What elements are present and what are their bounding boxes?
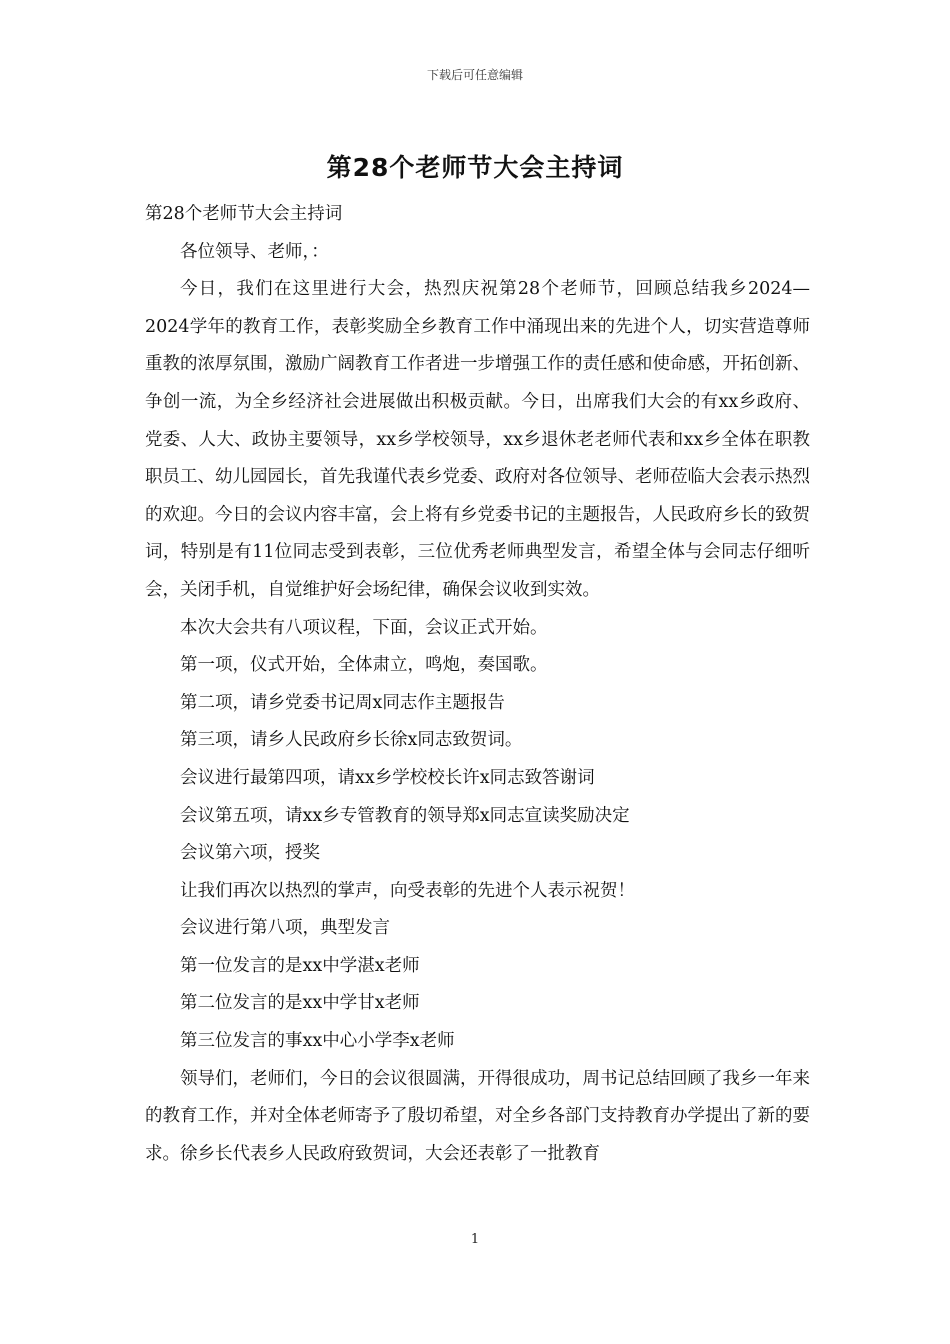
body-paragraph-subtitle: 第28个老师节大会主持词	[145, 204, 343, 224]
header-note: 下载后可任意编辑	[426, 68, 523, 82]
body-paragraph-applause: 让我们再次以热烈的掌声，向受表彰的先进个人表示祝贺！	[180, 880, 635, 901]
body-paragraph-item-3: 第三项，请乡人民政府乡长徐x同志致贺词。	[180, 730, 523, 751]
body-paragraph-item-8: 会议进行第八项，典型发言	[180, 918, 390, 939]
body-paragraph-agenda-intro: 本次大会共有八项议程，下面，会议正式开始。	[180, 617, 548, 638]
body-paragraph-speaker-1: 第一位发言的是xx中学湛x老师	[180, 955, 420, 976]
body-paragraph-item-4: 会议进行最第四项，请xx乡学校校长许x同志致答谢词	[180, 767, 595, 788]
body-paragraph-salutation: 各位领导、老师，：	[180, 241, 329, 262]
body-paragraph-speaker-2: 第二位发言的是xx中学甘x老师	[180, 993, 420, 1014]
body-paragraph-item-1: 第一项，仪式开始，全体肃立，鸣炮，奏国歌。	[180, 655, 548, 676]
body-paragraph-closing: 领导们，老师们，今日的会议很圆满，开得很成功，周书记总结回顾了我乡一年来的教育工作，并对全体老师寄予了殷切希望，对全乡各部门支持教育办学提出了新的要求。徐乡长代表乡人民政府致贺词，大会还表彰了一批教育	[145, 1068, 810, 1164]
body-paragraph-item-6: 会议第六项，授奖	[180, 843, 320, 864]
body-paragraph-speaker-3: 第三位发言的事xx中心小学李x老师	[180, 1031, 455, 1052]
document-title: 第28个老师节大会主持词	[326, 153, 624, 182]
page-number: 1	[470, 1232, 480, 1247]
body-paragraph-opening: 今日，我们在这里进行大会，热烈庆祝第28个老师节，回顾总结我乡2024—2024学年的教育工作，表彰奖励全乡教育工作中涌现出来的先进个人，切实营造尊师重教的浓厚氛围，激励广阔教育工作者进一步增强工作的责任感和使命感，开拓创新、争创一流，为全乡经济社会进展做出积极贡献。今日，出席我们大会的有xx乡政府、党委、人大、政协主要领导，xx乡学校领导，xx乡退休老老师代表和xx乡全体在职教职员工、幼儿园园长，首先我谨代表乡党委、政府对各位领导、老师莅临大会表示热烈的欢迎。今日的会议内容丰富，会上将有乡党委书记的主题报告，人民政府乡长的致贺词，特别是有11位同志受到表彰，三位优秀老师典型发言，希望全体与会同志仔细听会，关闭手机，自觉维护好会场纪律，确保会议收到实效。	[145, 279, 810, 600]
document-body	[145, 196, 810, 1173]
body-paragraph-item-2: 第二项，请乡党委书记周x同志作主题报告	[180, 692, 505, 713]
body-paragraph-item-5: 会议第五项，请xx乡专管教育的领导郑x同志宣读奖励决定	[180, 805, 630, 826]
